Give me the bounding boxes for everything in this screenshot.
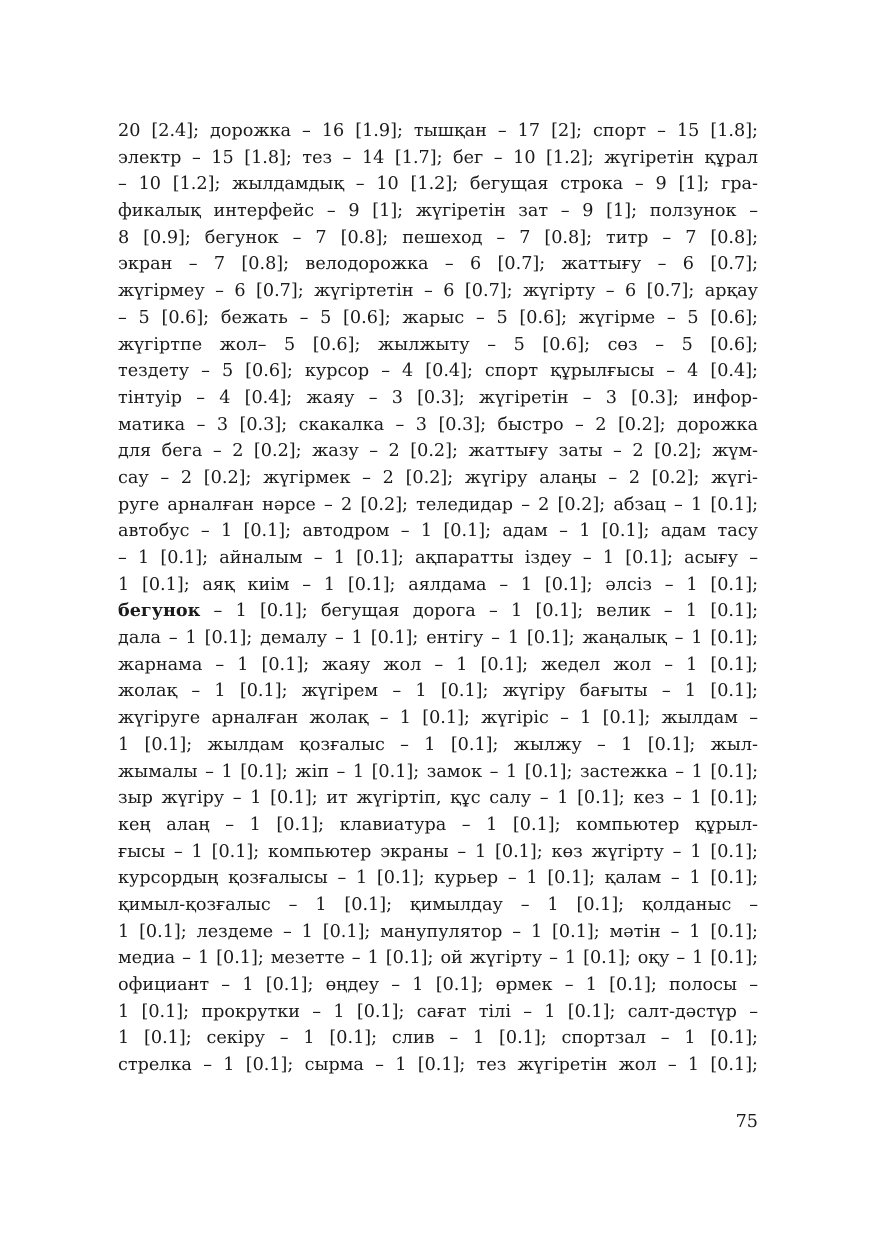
text-line: ғысы – 1 [0.1]; компьютер экраны – 1 [0.1]; көз жүгірту – 1 [0.1];: [118, 841, 758, 862]
text-line: стрелка – 1 [0.1]; сырма – 1 [0.1]; тез жүгіретін жол – 1 [0.1];: [118, 1055, 758, 1076]
text-line: фикалық интерфейс – 9 [1]; жүгіретін зат – 9 [1]; ползунок –: [118, 201, 758, 222]
text-line: 1 [0.1]; секіру – 1 [0.1]; слив – 1 [0.1]; спортзал – 1 [0.1];: [118, 1028, 758, 1049]
text-line: тінтуір – 4 [0.4]; жаяу – 3 [0.3]; жүгіретін – 3 [0.3]; инфор-: [118, 387, 758, 408]
text-line: жарнама – 1 [0.1]; жаяу жол – 1 [0.1]; жедел жол – 1 [0.1];: [118, 654, 758, 675]
text-line: – 5 [0.6]; бежать – 5 [0.6]; жарыс – 5 [0.6]; жүгірме – 5 [0.6];: [118, 307, 758, 328]
text-line: матика – 3 [0.3]; скакалка – 3 [0.3]; быстро – 2 [0.2]; дорожка: [118, 414, 758, 435]
text-line: кең алаң – 1 [0.1]; клавиатура – 1 [0.1]; компьютер құрыл-: [118, 814, 758, 835]
text-line: 1 [0.1]; жылдам қозғалыс – 1 [0.1]; жылжу – 1 [0.1]; жыл-: [118, 734, 758, 755]
text-line: 1 [0.1]; прокрутки – 1 [0.1]; сағат тілі – 1 [0.1]; салт-дәстүр –: [118, 1001, 758, 1022]
text-line: жолақ – 1 [0.1]; жүгірем – 1 [0.1]; жүгіру бағыты – 1 [0.1];: [118, 681, 758, 702]
text-line: зыр жүгіру – 1 [0.1]; ит жүгіртіп, құс салу – 1 [0.1]; кез – 1 [0.1];: [118, 788, 758, 809]
text-line: 1 [0.1]; лездеме – 1 [0.1]; манупулятор – 1 [0.1]; мәтін – 1 [0.1];: [118, 921, 758, 942]
text-line: 8 [0.9]; бегунок – 7 [0.8]; пешеход – 7 [0.8]; титр – 7 [0.8];: [118, 227, 758, 248]
text-line: сау – 2 [0.2]; жүгірмек – 2 [0.2]; жүгіру алаңы – 2 [0.2]; жүгі-: [118, 467, 758, 488]
text-line: – 10 [1.2]; жылдамдық – 10 [1.2]; бегущая строка – 9 [1]; гра-: [118, 174, 758, 195]
text-line: 1 [0.1]; аяқ киім – 1 [0.1]; аялдама – 1 [0.1]; әлсіз – 1 [0.1];: [118, 574, 758, 595]
text-line: жүгіртпе жол– 5 [0.6]; жылжыту – 5 [0.6]; сөз – 5 [0.6];: [118, 334, 758, 355]
text-line: автобус – 1 [0.1]; автодром – 1 [0.1]; адам – 1 [0.1]; адам тасу: [118, 521, 758, 542]
text-line: жүгірмеу – 6 [0.7]; жүгіртетін – 6 [0.7]; жүгірту – 6 [0.7]; арқау: [118, 281, 758, 302]
text-line-with-bold: [118, 598, 758, 625]
text-line: для бега – 2 [0.2]; жазу – 2 [0.2]; жаттығу заты – 2 [0.2]; жүм-: [118, 441, 758, 462]
bold-term: бегунок: [118, 600, 201, 622]
text-line: медиа – 1 [0.1]; мезетте – 1 [0.1]; ой жүгірту – 1 [0.1]; оқу – 1 [0.1];: [118, 948, 758, 969]
text-line: тездету – 5 [0.6]; курсор – 4 [0.4]; спорт құрылғысы – 4 [0.4];: [118, 361, 758, 382]
text-line: 20 [2.4]; дорожка – 16 [1.9]; тышқан – 17 [2]; спорт – 15 [1.8];: [118, 121, 758, 141]
bold-line-rest: – 1 [0.1]; бегущая дорога – 1 [0.1]; велик – 1 [0.1];: [200, 601, 758, 622]
body-text: [118, 118, 758, 1079]
text-line: официант – 1 [0.1]; өңдеу – 1 [0.1]; өрмек – 1 [0.1]; полосы –: [118, 975, 758, 995]
text-line: – 1 [0.1]; айналым – 1 [0.1]; ақпаратты іздеу – 1 [0.1]; асығу –: [118, 548, 758, 568]
text-line: курсордың қозғалысы – 1 [0.1]; курьер – 1 [0.1]; қалам – 1 [0.1];: [118, 868, 758, 889]
page-number: 75: [735, 1112, 758, 1132]
text-line: жымалы – 1 [0.1]; жіп – 1 [0.1]; замок – 1 [0.1]; застежка – 1 [0.1];: [118, 761, 758, 782]
text-line: руге арналған нәрсе – 2 [0.2]; теледидар – 2 [0.2]; абзац – 1 [0.1];: [118, 494, 758, 515]
text-line: электр – 15 [1.8]; тез – 14 [1.7]; бег – 10 [1.2]; жүгіретін құрал: [118, 147, 758, 168]
text-line: қимыл-қозғалыс – 1 [0.1]; қимылдау – 1 [0.1]; қолданыс –: [118, 894, 758, 915]
text-line: жүгіруге арналған жолақ – 1 [0.1]; жүгіріс – 1 [0.1]; жылдам –: [118, 708, 758, 729]
text-line: дала – 1 [0.1]; демалу – 1 [0.1]; ентігу – 1 [0.1]; жаңалық – 1 [0.1];: [118, 628, 758, 649]
text-line: экран – 7 [0.8]; велодорожка – 6 [0.7]; жаттығу – 6 [0.7];: [118, 254, 758, 275]
